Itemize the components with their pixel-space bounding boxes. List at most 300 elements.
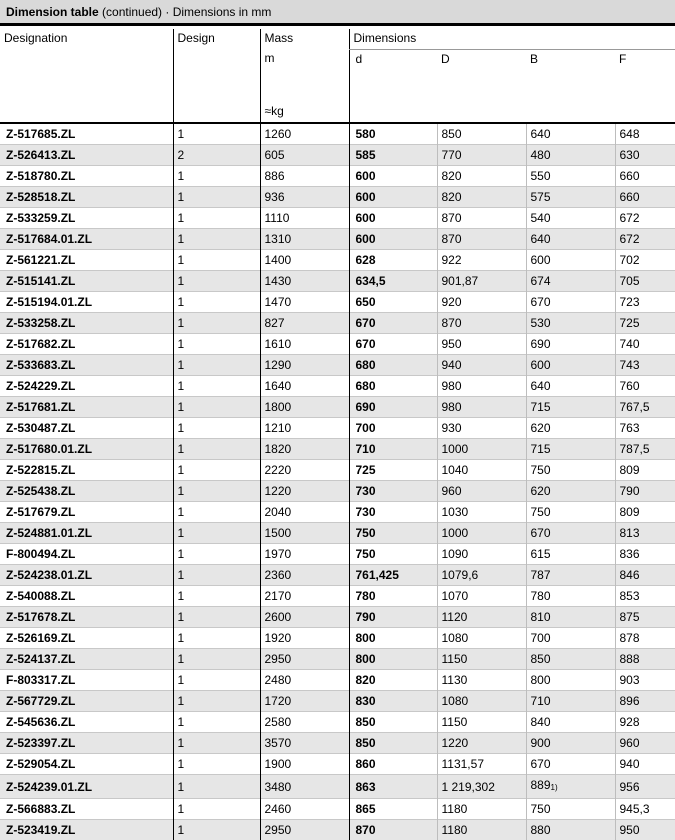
cell-B-value: 900 — [531, 736, 551, 750]
cell-des — [0, 145, 173, 166]
cell-mass-value: 1720 — [265, 694, 292, 708]
cell-mass — [260, 607, 349, 628]
cell-mass-value: 1900 — [265, 757, 292, 771]
cell-B — [526, 799, 615, 820]
cell-F-value: 853 — [620, 589, 640, 603]
cell-d-value: 730 — [356, 505, 376, 519]
cell-design — [173, 775, 260, 799]
cell-mass — [260, 418, 349, 439]
cell-B — [526, 544, 615, 565]
cell-des — [0, 754, 173, 775]
cell-design-value: 1 — [178, 802, 185, 816]
cell-mass — [260, 313, 349, 334]
cell-F-value: 630 — [620, 148, 640, 162]
cell-des-value: Z-517684.01.ZL — [6, 232, 92, 246]
cell-d — [349, 481, 437, 502]
cell-F — [615, 670, 675, 691]
cell-F — [615, 775, 675, 799]
cell-d-value: 863 — [356, 780, 376, 794]
cell-D — [437, 187, 526, 208]
cell-mass-value: 1430 — [265, 274, 292, 288]
table-row — [0, 649, 675, 670]
cell-d — [349, 502, 437, 523]
cell-mass-value: 2220 — [265, 463, 292, 477]
cell-D — [437, 460, 526, 481]
cell-D — [437, 712, 526, 733]
cell-d — [349, 313, 437, 334]
cell-design-value: 1 — [178, 253, 185, 267]
cell-D-value: 1220 — [442, 736, 469, 750]
cell-F — [615, 418, 675, 439]
cell-B-value: 540 — [531, 211, 551, 225]
cell-F-value: 836 — [620, 547, 640, 561]
cell-F-value: 705 — [620, 274, 640, 288]
cell-F-value: 760 — [620, 379, 640, 393]
cell-B — [526, 820, 615, 840]
cell-des-value: Z-517681.ZL — [6, 400, 75, 414]
header-D: D — [437, 49, 526, 69]
cell-F — [615, 754, 675, 775]
cell-des — [0, 292, 173, 313]
cell-F — [615, 586, 675, 607]
cell-B-value: 700 — [531, 631, 551, 645]
cell-d-value: 670 — [356, 337, 376, 351]
cell-F-value: 725 — [620, 316, 640, 330]
cell-F-value: 672 — [620, 211, 640, 225]
cell-B-value: 674 — [531, 274, 551, 288]
cell-D-value: 1080 — [442, 631, 469, 645]
cell-D-value: 1040 — [442, 463, 469, 477]
cell-D — [437, 754, 526, 775]
cell-design — [173, 250, 260, 271]
cell-mass-value: 827 — [265, 316, 285, 330]
cell-B-value: 800 — [531, 673, 551, 687]
cell-design-value: 1 — [178, 736, 185, 750]
cell-B — [526, 712, 615, 733]
cell-B-value: 575 — [531, 190, 551, 204]
cell-design — [173, 544, 260, 565]
cell-design-value: 1 — [178, 589, 185, 603]
cell-B — [526, 355, 615, 376]
cell-des-value: Z-517682.ZL — [6, 337, 75, 351]
cell-F — [615, 481, 675, 502]
cell-D — [437, 565, 526, 586]
cell-d — [349, 799, 437, 820]
cell-design — [173, 376, 260, 397]
cell-design-value: 1 — [178, 823, 185, 837]
cell-F — [615, 271, 675, 292]
table-title-suffix: (continued) · Dimensions in mm — [99, 5, 272, 19]
cell-B-value: 530 — [531, 316, 551, 330]
cell-d-value: 710 — [356, 442, 376, 456]
cell-design-value: 1 — [178, 780, 185, 794]
cell-F — [615, 208, 675, 229]
cell-design-value: 1 — [178, 211, 185, 225]
dimension-table — [0, 29, 675, 840]
table-row — [0, 460, 675, 481]
cell-F — [615, 733, 675, 754]
cell-mass — [260, 628, 349, 649]
cell-d — [349, 754, 437, 775]
cell-design — [173, 712, 260, 733]
cell-design — [173, 607, 260, 628]
cell-design-value: 1 — [178, 463, 185, 477]
cell-des — [0, 250, 173, 271]
cell-des — [0, 565, 173, 586]
cell-D — [437, 397, 526, 418]
cell-d-value: 580 — [356, 127, 376, 141]
cell-mass-value: 1500 — [265, 526, 292, 540]
footnote-marker: 1) — [551, 783, 558, 792]
cell-B-value: 780 — [531, 589, 551, 603]
cell-B — [526, 523, 615, 544]
cell-mass — [260, 229, 349, 250]
cell-design — [173, 187, 260, 208]
cell-d — [349, 187, 437, 208]
cell-B — [526, 229, 615, 250]
cell-design — [173, 229, 260, 250]
cell-design-value: 1 — [178, 568, 185, 582]
table-row — [0, 754, 675, 775]
cell-design — [173, 502, 260, 523]
cell-des — [0, 691, 173, 712]
cell-D — [437, 208, 526, 229]
cell-mass-value: 3570 — [265, 736, 292, 750]
cell-F — [615, 649, 675, 670]
cell-d-value: 680 — [356, 358, 376, 372]
cell-B-value: 810 — [531, 610, 551, 624]
header-mass-spacer — [260, 69, 349, 96]
cell-D — [437, 313, 526, 334]
cell-des — [0, 775, 173, 799]
cell-des-value: Z-524229.ZL — [6, 379, 75, 393]
cell-mass — [260, 123, 349, 145]
cell-D — [437, 628, 526, 649]
cell-d-value: 650 — [356, 295, 376, 309]
cell-B-value: 670 — [531, 526, 551, 540]
cell-des — [0, 523, 173, 544]
cell-design-value: 1 — [178, 757, 185, 771]
cell-mass — [260, 334, 349, 355]
cell-B — [526, 439, 615, 460]
cell-B-value: 620 — [531, 421, 551, 435]
cell-D — [437, 691, 526, 712]
cell-design — [173, 166, 260, 187]
cell-F-value: 787,5 — [620, 442, 650, 456]
cell-D-value: 930 — [442, 421, 462, 435]
cell-des-value: Z-533258.ZL — [6, 316, 75, 330]
cell-F-value: 809 — [620, 505, 640, 519]
cell-F — [615, 565, 675, 586]
cell-des — [0, 649, 173, 670]
cell-D-value: 850 — [442, 127, 462, 141]
cell-des-value: Z-523397.ZL — [6, 736, 75, 750]
header-d: d — [349, 49, 437, 69]
cell-D — [437, 229, 526, 250]
cell-F — [615, 607, 675, 628]
cell-des-value: Z-517679.ZL — [6, 505, 75, 519]
cell-mass-value: 1970 — [265, 547, 292, 561]
cell-mass-value: 2580 — [265, 715, 292, 729]
cell-B — [526, 670, 615, 691]
cell-d-value: 850 — [356, 736, 376, 750]
cell-F — [615, 187, 675, 208]
cell-D — [437, 439, 526, 460]
cell-d — [349, 628, 437, 649]
header-mass: Mass — [260, 29, 349, 49]
cell-F — [615, 712, 675, 733]
cell-d-value: 634,5 — [356, 274, 386, 288]
table-row — [0, 523, 675, 544]
cell-design — [173, 271, 260, 292]
cell-D — [437, 376, 526, 397]
cell-mass-value: 1640 — [265, 379, 292, 393]
cell-mass — [260, 565, 349, 586]
cell-des — [0, 166, 173, 187]
cell-mass — [260, 670, 349, 691]
table-title — [0, 0, 675, 26]
cell-F-value: 740 — [620, 337, 640, 351]
cell-F-value: 896 — [620, 694, 640, 708]
cell-design — [173, 334, 260, 355]
cell-design-value: 1 — [178, 379, 185, 393]
cell-d-value: 865 — [356, 802, 376, 816]
cell-mass — [260, 397, 349, 418]
cell-D-value: 940 — [442, 358, 462, 372]
cell-mass — [260, 208, 349, 229]
cell-B-value: 620 — [531, 484, 551, 498]
cell-des — [0, 187, 173, 208]
cell-B-value: 840 — [531, 715, 551, 729]
cell-mass — [260, 481, 349, 502]
header-spacer — [526, 69, 615, 96]
table-row — [0, 250, 675, 271]
cell-d — [349, 123, 437, 145]
cell-d — [349, 733, 437, 754]
header-spacer — [437, 96, 526, 123]
cell-des-value: Z-517680.01.ZL — [6, 442, 92, 456]
cell-F-value: 878 — [620, 631, 640, 645]
cell-B — [526, 376, 615, 397]
cell-D-value: 870 — [442, 232, 462, 246]
cell-B-value: 889 — [531, 778, 551, 792]
table-row — [0, 376, 675, 397]
cell-mass-value: 936 — [265, 190, 285, 204]
table-row — [0, 271, 675, 292]
cell-des-value: Z-530487.ZL — [6, 421, 75, 435]
cell-B — [526, 123, 615, 145]
cell-B-value: 750 — [531, 463, 551, 477]
cell-d-value: 870 — [356, 823, 376, 837]
cell-mass-value: 2170 — [265, 589, 292, 603]
header-spacer — [615, 69, 675, 96]
cell-design — [173, 628, 260, 649]
cell-D-value: 1070 — [442, 589, 469, 603]
cell-D-value: 980 — [442, 379, 462, 393]
cell-d — [349, 775, 437, 799]
cell-mass — [260, 250, 349, 271]
cell-D-value: 1180 — [442, 823, 468, 837]
cell-mass-value: 1610 — [265, 337, 292, 351]
cell-F — [615, 166, 675, 187]
cell-B — [526, 481, 615, 502]
cell-B — [526, 565, 615, 586]
cell-F — [615, 250, 675, 271]
header-spacer — [526, 96, 615, 123]
cell-B — [526, 145, 615, 166]
cell-B-value: 850 — [531, 652, 551, 666]
cell-mass-value: 2360 — [265, 568, 292, 582]
cell-des-value: Z-567729.ZL — [6, 694, 75, 708]
cell-des — [0, 502, 173, 523]
cell-B-value: 640 — [531, 127, 551, 141]
cell-des-value: Z-515141.ZL — [6, 274, 75, 288]
cell-d — [349, 334, 437, 355]
cell-D-value: 1080 — [442, 694, 469, 708]
cell-D-value: 1180 — [442, 802, 468, 816]
cell-design-value: 1 — [178, 190, 185, 204]
cell-B — [526, 313, 615, 334]
cell-des — [0, 799, 173, 820]
cell-d-value: 600 — [356, 169, 376, 183]
cell-des — [0, 607, 173, 628]
cell-D-value: 870 — [442, 211, 462, 225]
cell-design — [173, 418, 260, 439]
cell-mass-value: 1310 — [265, 232, 292, 246]
cell-des-value: Z-524137.ZL — [6, 652, 75, 666]
cell-d-value: 670 — [356, 316, 376, 330]
cell-des-value: Z-528518.ZL — [6, 190, 75, 204]
cell-des — [0, 229, 173, 250]
cell-design — [173, 586, 260, 607]
cell-d-value: 600 — [356, 232, 376, 246]
cell-design-value: 1 — [178, 652, 185, 666]
cell-B — [526, 418, 615, 439]
cell-des — [0, 670, 173, 691]
cell-design — [173, 733, 260, 754]
cell-design-value: 1 — [178, 715, 185, 729]
cell-design-value: 1 — [178, 316, 185, 330]
cell-d — [349, 418, 437, 439]
cell-B — [526, 502, 615, 523]
cell-F-value: 672 — [620, 232, 640, 246]
cell-D-value: 950 — [442, 337, 462, 351]
cell-d-value: 600 — [356, 190, 376, 204]
table-row — [0, 481, 675, 502]
cell-des — [0, 271, 173, 292]
cell-design-value: 1 — [178, 526, 185, 540]
cell-F-value: 767,5 — [620, 400, 650, 414]
cell-D — [437, 775, 526, 799]
table-row — [0, 586, 675, 607]
cell-F-value: 660 — [620, 190, 640, 204]
cell-des-value: Z-526413.ZL — [6, 148, 75, 162]
cell-mass-value: 1800 — [265, 400, 292, 414]
table-row — [0, 123, 675, 145]
cell-D — [437, 250, 526, 271]
header-mass-unit: ≈kg — [260, 96, 349, 123]
cell-mass-value: 1920 — [265, 631, 292, 645]
cell-D — [437, 544, 526, 565]
cell-D — [437, 145, 526, 166]
cell-F — [615, 292, 675, 313]
cell-B — [526, 628, 615, 649]
cell-des — [0, 439, 173, 460]
header-F: F — [615, 49, 675, 69]
cell-des — [0, 460, 173, 481]
cell-des-value: Z-533259.ZL — [6, 211, 75, 225]
cell-des-value: Z-540088.ZL — [6, 589, 75, 603]
cell-B — [526, 208, 615, 229]
cell-D-value: 1 219,302 — [442, 780, 495, 794]
cell-des — [0, 208, 173, 229]
cell-mass-value: 605 — [265, 148, 285, 162]
cell-design — [173, 397, 260, 418]
cell-B-value: 640 — [531, 232, 551, 246]
cell-design-value: 1 — [178, 484, 185, 498]
cell-mass — [260, 775, 349, 799]
cell-B-value: 715 — [531, 400, 551, 414]
cell-F — [615, 523, 675, 544]
cell-d — [349, 355, 437, 376]
cell-d — [349, 208, 437, 229]
cell-design — [173, 754, 260, 775]
cell-D-value: 1000 — [442, 526, 469, 540]
cell-design-value: 1 — [178, 547, 185, 561]
table-row — [0, 187, 675, 208]
cell-des — [0, 544, 173, 565]
table-row — [0, 820, 675, 840]
cell-design-value: 1 — [178, 337, 185, 351]
cell-des — [0, 334, 173, 355]
cell-d — [349, 565, 437, 586]
cell-d-value: 800 — [356, 631, 376, 645]
cell-design — [173, 460, 260, 481]
cell-des — [0, 712, 173, 733]
cell-F — [615, 544, 675, 565]
cell-B-value: 690 — [531, 337, 551, 351]
cell-mass — [260, 712, 349, 733]
cell-des — [0, 820, 173, 840]
cell-mass-value: 3480 — [265, 780, 292, 794]
cell-des-value: Z-561221.ZL — [6, 253, 75, 267]
cell-design — [173, 313, 260, 334]
cell-design-value: 1 — [178, 442, 185, 456]
cell-design-value: 1 — [178, 274, 185, 288]
cell-mass — [260, 145, 349, 166]
cell-D — [437, 166, 526, 187]
cell-design-value: 2 — [178, 148, 185, 162]
cell-design-value: 1 — [178, 358, 185, 372]
cell-design-value: 1 — [178, 169, 185, 183]
cell-design-value: 1 — [178, 127, 185, 141]
cell-B-value: 710 — [531, 694, 551, 708]
cell-F-value: 743 — [620, 358, 640, 372]
cell-B — [526, 460, 615, 481]
cell-D-value: 980 — [442, 400, 462, 414]
cell-design — [173, 208, 260, 229]
header-design: Design — [173, 29, 260, 123]
cell-design — [173, 145, 260, 166]
cell-design — [173, 439, 260, 460]
cell-F-value: 960 — [620, 736, 640, 750]
cell-des — [0, 628, 173, 649]
cell-mass-value: 1110 — [265, 211, 290, 225]
header-spacer — [349, 69, 437, 96]
cell-mass — [260, 271, 349, 292]
cell-F — [615, 460, 675, 481]
cell-des — [0, 376, 173, 397]
